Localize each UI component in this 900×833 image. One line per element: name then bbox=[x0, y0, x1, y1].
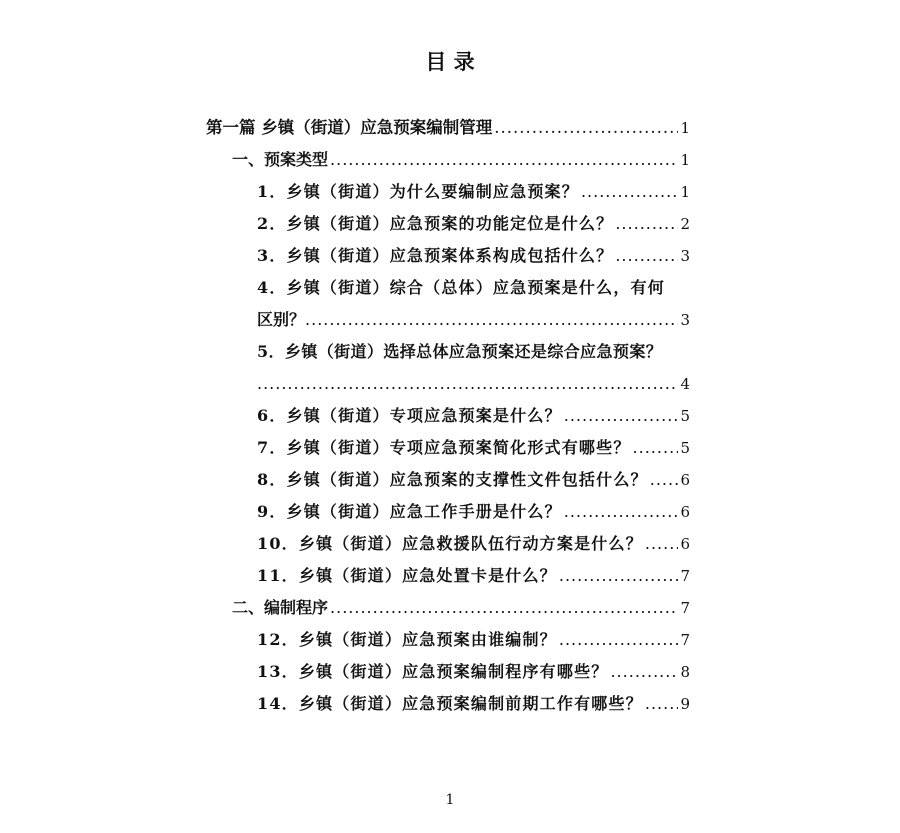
toc-entry-q2[interactable] bbox=[257, 208, 690, 240]
toc-entry-page: 7 bbox=[680, 631, 690, 649]
toc-entry-page: 5 bbox=[680, 439, 690, 457]
toc-entry-page: 3 bbox=[680, 247, 690, 265]
toc-entry-text: 1．乡镇（街道）为什么要编制应急预案？ bbox=[257, 182, 579, 201]
toc-entry-text: 8．乡镇（街道）应急预案的支撑性文件包括什么？ bbox=[257, 470, 648, 489]
toc-entry-page: 6 bbox=[680, 471, 690, 489]
toc-entry-text: 9．乡镇（街道）应急工作手册是什么？ bbox=[257, 502, 562, 521]
toc-entry-text: 7．乡镇（街道）专项应急预案简化形式有哪些？ bbox=[257, 438, 631, 457]
toc-entry-q12[interactable] bbox=[257, 624, 690, 656]
leader-dots bbox=[330, 144, 678, 176]
toc-entry-page: 1 bbox=[680, 151, 690, 169]
toc-entry-page: 2 bbox=[680, 215, 690, 233]
toc-entry-q11[interactable] bbox=[257, 560, 690, 592]
toc-entry-section-1[interactable] bbox=[232, 144, 690, 176]
toc-entry-text: 12．乡镇（街道）应急预案由谁编制？ bbox=[257, 630, 557, 649]
leader-dots bbox=[330, 592, 678, 624]
toc-entry-page: 6 bbox=[680, 535, 690, 553]
page-number: 1 bbox=[445, 792, 455, 808]
toc-entry-text: 4．乡镇（街道）综合（总体）应急预案是什么，有何 bbox=[257, 278, 665, 297]
toc-entry-text: 3．乡镇（街道）应急预案体系构成包括什么？ bbox=[257, 246, 614, 265]
toc-entry-text: 14．乡镇（街道）应急预案编制前期工作有哪些？ bbox=[257, 694, 643, 713]
leader-dots bbox=[581, 176, 679, 208]
leader-dots bbox=[645, 688, 679, 720]
toc-entry-q4-continued[interactable] bbox=[257, 304, 690, 336]
leader-dots bbox=[559, 624, 679, 656]
leader-dots bbox=[650, 464, 679, 496]
toc-entry-part-1[interactable] bbox=[206, 112, 690, 144]
toc-entry-text: 2．乡镇（街道）应急预案的功能定位是什么？ bbox=[257, 214, 614, 233]
leader-dots bbox=[615, 208, 678, 240]
toc-entry-page: 6 bbox=[680, 503, 690, 521]
leader-dots bbox=[257, 368, 678, 400]
toc-entry-q3[interactable] bbox=[257, 240, 690, 272]
toc-entry-q8[interactable] bbox=[257, 464, 690, 496]
toc-entry-q5-continued[interactable] bbox=[257, 368, 690, 400]
leader-dots bbox=[564, 496, 679, 528]
toc-entry-page: 9 bbox=[680, 695, 690, 713]
toc-entry-q10[interactable] bbox=[257, 528, 690, 560]
toc-entry-text: 11．乡镇（街道）应急处置卡是什么？ bbox=[257, 566, 557, 585]
toc-entry-text: 区别？ bbox=[257, 310, 306, 329]
toc-entry-q14[interactable] bbox=[257, 688, 690, 720]
toc-entry-page: 8 bbox=[680, 663, 690, 681]
toc-entry-section-2[interactable] bbox=[232, 592, 690, 624]
toc-entry-q4[interactable] bbox=[257, 272, 697, 304]
toc-entry-page: 3 bbox=[680, 311, 690, 329]
toc-entry-q6[interactable] bbox=[257, 400, 690, 432]
toc-entry-text: 5．乡镇（街道）选择总体应急预案还是综合应急预案？ bbox=[257, 342, 663, 361]
toc-entry-q7[interactable] bbox=[257, 432, 690, 464]
toc-entry-text: 一、预案类型 bbox=[232, 150, 329, 169]
toc-entry-text: 第一篇 乡镇（街道）应急预案编制管理 bbox=[206, 118, 493, 137]
toc-title: 目 录 bbox=[425, 49, 475, 74]
toc-entry-text: 6．乡镇（街道）专项应急预案是什么？ bbox=[257, 406, 562, 425]
leader-dots bbox=[559, 560, 679, 592]
leader-dots bbox=[305, 304, 678, 336]
leader-dots bbox=[633, 432, 679, 464]
leader-dots bbox=[494, 112, 678, 144]
toc-entry-page: 1 bbox=[680, 119, 690, 137]
leader-dots bbox=[615, 240, 678, 272]
leader-dots bbox=[645, 528, 679, 560]
toc-entry-text: 13．乡镇（街道）应急预案编制程序有哪些？ bbox=[257, 662, 609, 681]
leader-dots bbox=[610, 656, 678, 688]
toc-entry-q5[interactable] bbox=[257, 336, 697, 368]
toc-entry-page: 7 bbox=[680, 567, 690, 585]
toc-entry-q9[interactable] bbox=[257, 496, 690, 528]
toc-entry-page: 1 bbox=[680, 183, 690, 201]
toc-entry-page: 5 bbox=[680, 407, 690, 425]
leader-dots bbox=[564, 400, 679, 432]
toc-entry-page: 4 bbox=[680, 375, 690, 393]
toc-entry-page: 7 bbox=[680, 599, 690, 617]
toc-entry-q1[interactable] bbox=[257, 176, 690, 208]
toc-entry-text: 10．乡镇（街道）应急救援队伍行动方案是什么？ bbox=[257, 534, 643, 553]
toc-entry-text: 二、编制程序 bbox=[232, 598, 329, 617]
toc-entry-q13[interactable] bbox=[257, 656, 690, 688]
